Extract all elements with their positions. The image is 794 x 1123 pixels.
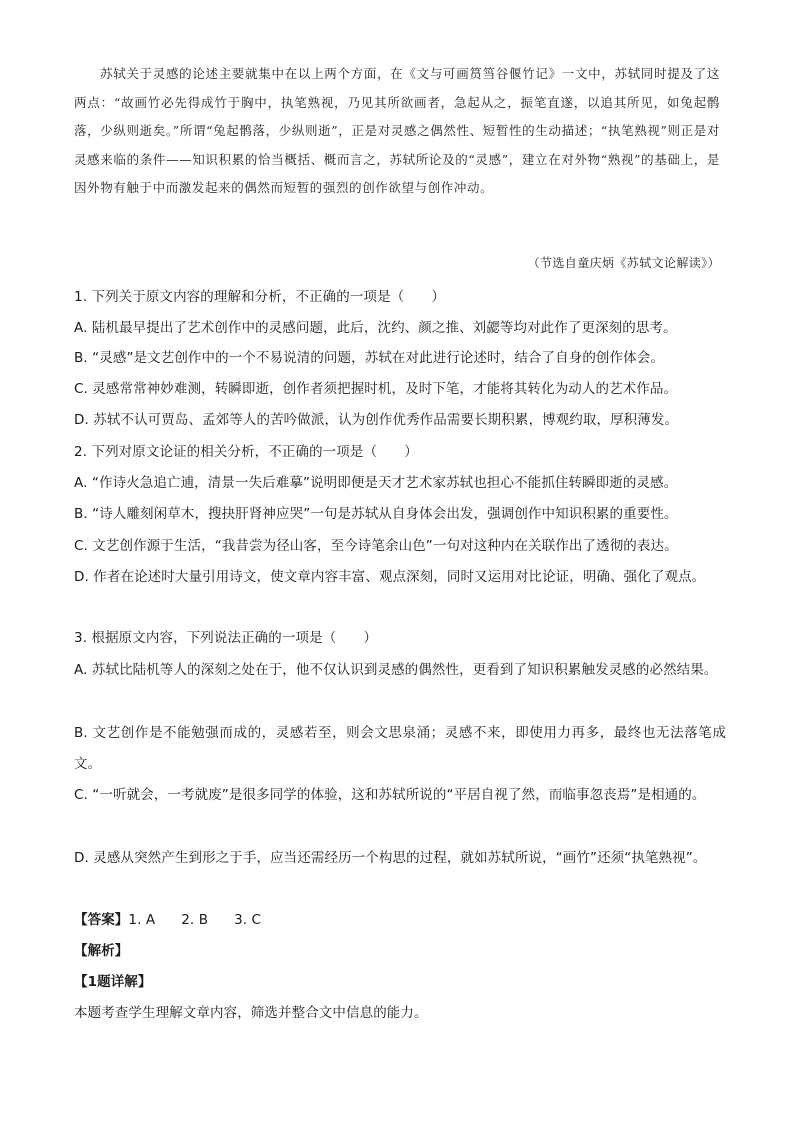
- question-3-option-b: B. 文艺创作是不能勉强而成的，灵感若至，则会文思泉涌；灵感不来，即使用力再多，最终也无法落笔成文。: [74, 725, 726, 772]
- answer-item-3: 3. C: [234, 912, 262, 928]
- answer-line: [74, 910, 726, 930]
- passage-source: （节选自童庆炳《苏轼文论解读》）: [527, 256, 720, 270]
- question-1-detail-label: 【1题详解】: [74, 974, 152, 990]
- question-3-option-a: A. 苏轼比陆机等人的深刻之处在于，他不仅认识到灵感的偶然性，更看到了知识积累触发灵感的必然结果。: [74, 662, 718, 678]
- question-3-stem: 3. 根据原文内容，下列说法正确的一项是（ ）: [74, 630, 378, 646]
- question-3-option-d: D. 灵感从突然产生到形之于手，应当还需经历一个构思的过程，就如苏轼所说，“画竹”还须“执笔熟视”。: [74, 850, 707, 866]
- question-2-option-b: B. “诗人雕刻闲草木，搜抉肝肾神应哭”一句是苏轼从自身体会出发，强调创作中知识积累的重要性。: [74, 506, 678, 522]
- question-1-option-c: C. 灵感常常神妙难测，转瞬即逝，创作者须把握时机，及时下笔，才能将其转化为动人的艺术作品。: [74, 381, 678, 397]
- question-1-option-b: B. “灵感”是文艺创作中的一个不易说清的问题，苏轼在对此进行论述时，结合了自身的创作体会。: [74, 350, 664, 366]
- question-1-stem: 1. 下列关于原文内容的理解和分析，不正确的一项是（ ）: [74, 289, 446, 305]
- analysis-label: 【解析】: [74, 943, 129, 959]
- question-1-detail-text: 本题考查学生理解文章内容，筛选并整合文中信息的能力。: [74, 1005, 428, 1021]
- answer-label: 【答案】: [74, 912, 129, 928]
- question-2-option-d: D. 作者在论述时大量引用诗文，使文章内容丰富、观点深刻，同时又运用对比论证，明确、强化了观点。: [74, 569, 706, 585]
- question-2-option-a: A. “作诗火急追亡逋，清景一失后难摹”说明即便是天才艺术家苏轼也担心不能抓住转瞬即逝的灵感。: [74, 475, 678, 491]
- question-3-option-c: C. “一听就会，一考就废”是很多同学的体验，这和苏轼所说的“平居自视了然，而临事忽丧焉”是相通的。: [74, 787, 706, 803]
- answer-item-2: 2. B: [181, 912, 209, 928]
- question-1-option-d: D. 苏轼不认可贾岛、孟郊等人的苦吟做派，认为创作优秀作品需要长期积累，博观约取，厚积薄发。: [74, 412, 679, 428]
- question-1-option-a: A. 陆机最早提出了艺术创作中的灵感问题，此后，沈约、颜之推、刘勰等均对此作了更深刻的思考。: [74, 320, 677, 336]
- passage-paragraph: 苏轼关于灵感的论述主要就集中在以上两个方面，在《文与可画筼筜谷偃竹记》一文中，苏轼同时提及了这两点：“故画竹必先得成竹于胸中，执笔熟视，乃见其所欲画者，急起从之，振笔直遂，以追其所见，如兔起鹘落，少纵则逝矣。”所谓“兔起鹘落，少纵则逝”，正是对灵感之偶然性、短暂性的生动描述；“执笔熟视”则正是对灵感来临的条件——知识积累的恰当概括、概而言之，苏轼所论及的“灵感”，建立在对外物“熟视”的基础上，是因外物有触于中而激发起来的偶然而短暂的强烈的创作欲望与创作冲动。: [74, 66, 720, 195]
- answer-item-1: 1. A: [128, 912, 156, 928]
- question-2-option-c: C. 文艺创作源于生活，“我昔尝为径山客，至今诗笔余山色”一句对这种内在关联作出了透彻的表达。: [74, 538, 678, 554]
- question-2-stem: 2. 下列对原文论证的相关分析，不正确的一项是（ ）: [74, 444, 418, 460]
